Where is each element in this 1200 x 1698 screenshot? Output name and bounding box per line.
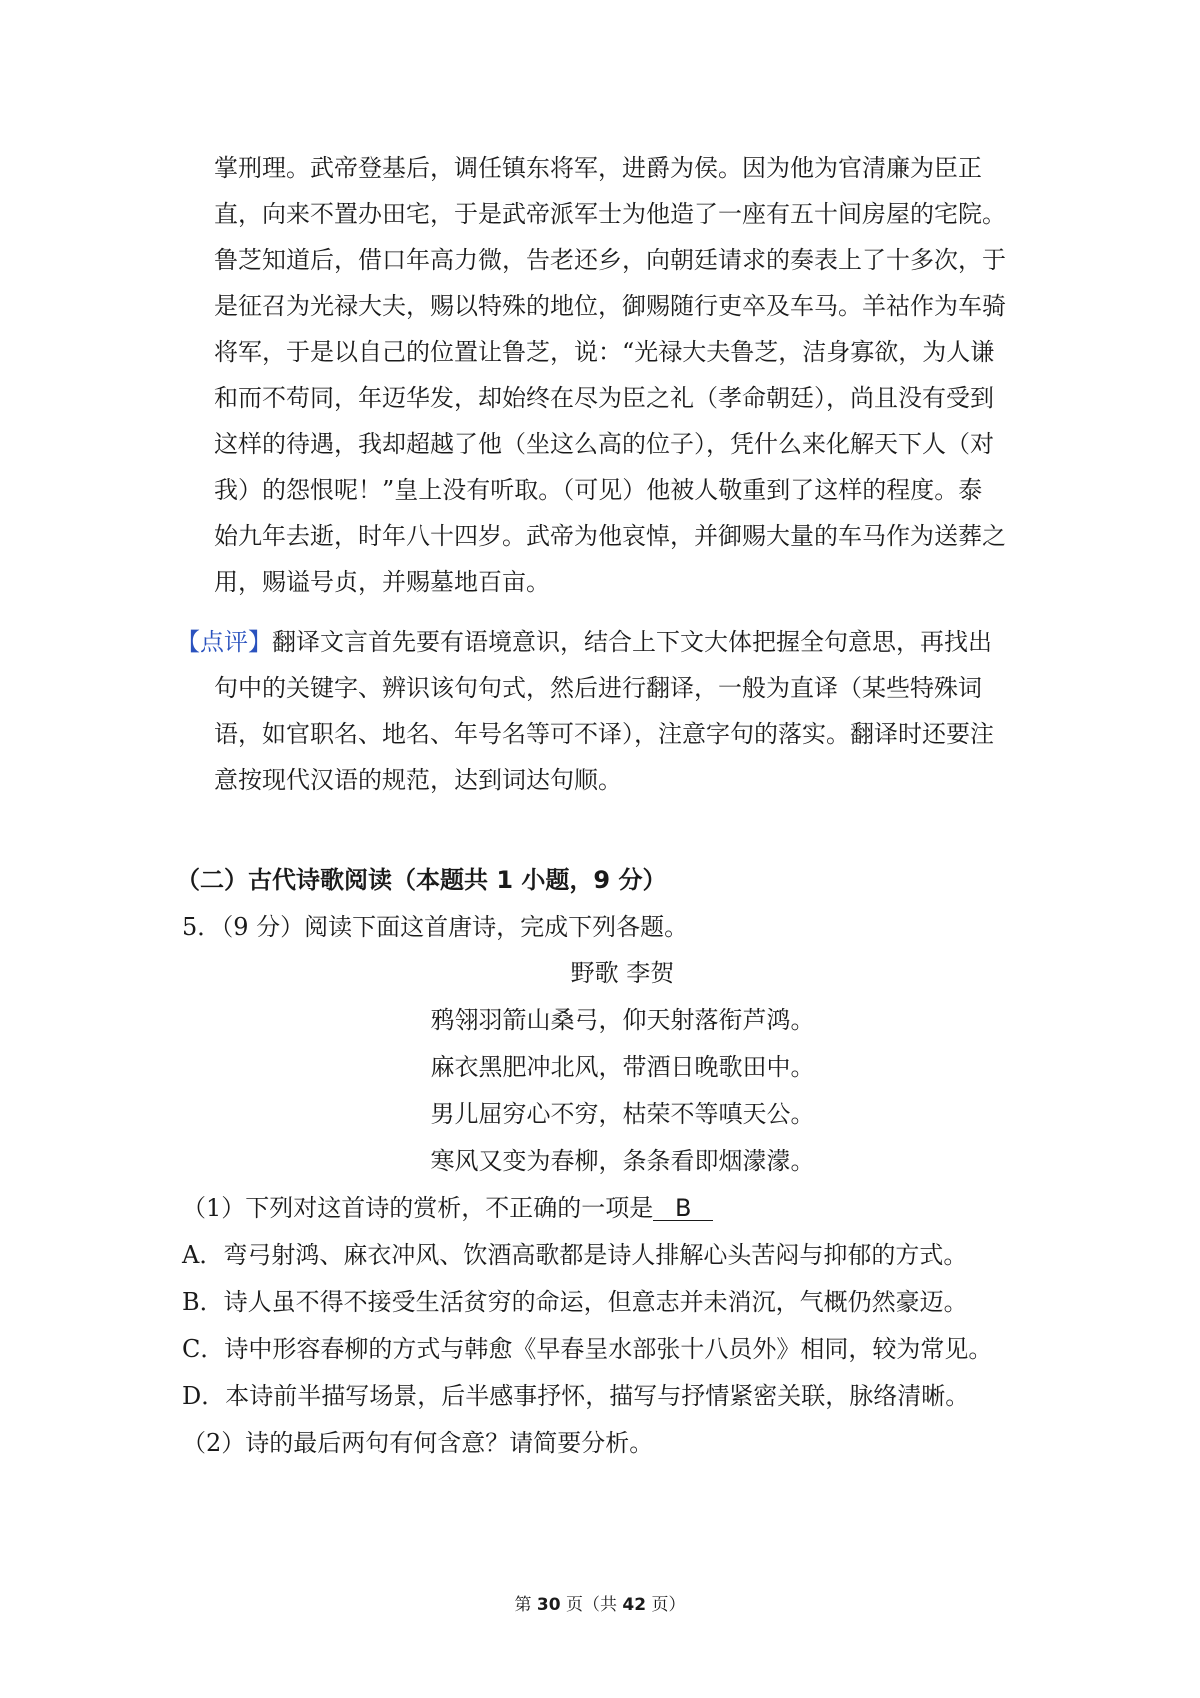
poem-line: 麻衣黑肥冲北风，带酒日晚歌田中。 xyxy=(430,1053,815,1081)
comment-tag: 【点评】 xyxy=(176,628,272,656)
sub-question-1 xyxy=(182,1193,713,1223)
page-total: 42 xyxy=(622,1595,647,1615)
page-footer xyxy=(0,1594,1200,1616)
translation-line: 始九年去逝，时年八十四岁。武帝为他哀悼，并御赐大量的车马作为送葬之 xyxy=(214,522,1006,550)
sub-question-1-text: （1）下列对这首诗的赏析，不正确的一项是 xyxy=(182,1194,654,1222)
option-c: C．诗中形容春柳的方式与韩愈《早春呈水部张十八员外》相同，较为常见。 xyxy=(182,1335,993,1363)
translation-line: 将军，于是以自己的位置让鲁芝，说：“光禄大夫鲁芝，洁身寡欲，为人谦 xyxy=(214,338,995,366)
footer-prefix: 第 xyxy=(514,1595,537,1615)
sub-question-2: （2）诗的最后两句有何含意？请简要分析。 xyxy=(182,1429,654,1457)
comment-line: 意按现代汉语的规范，达到词达句顺。 xyxy=(214,766,622,794)
option-a: A．弯弓射鸿、麻衣冲风、饮酒高歌都是诗人排解心头苦闷与抑郁的方式。 xyxy=(182,1241,968,1269)
poem-title: 野歌 李贺 xyxy=(570,959,675,987)
translation-line: 这样的待遇，我却超越了他（坐这么高的位子），凭什么来化解天下人（对 xyxy=(214,430,994,458)
page-number: 30 xyxy=(536,1595,561,1615)
footer-middle: 页（共 xyxy=(560,1595,623,1615)
translation-line: 直，向来不置办田宅，于是武帝派军士为他造了一座有五十间房屋的宅院。 xyxy=(214,200,1006,228)
comment-line: 语，如官职名、地名、年号名等可不译），注意字句的落实。翻译时还要注 xyxy=(214,720,994,748)
footer-suffix: 页） xyxy=(646,1595,686,1615)
section-heading: （二）古代诗歌阅读（本题共 1 小题，9 分） xyxy=(176,866,667,894)
translation-line: 我）的怨恨呢！”皇上没有听取。（可见）他被人敬重到了这样的程度。泰 xyxy=(214,476,983,504)
poem-line: 寒风又变为春柳，条条看即烟濛濛。 xyxy=(430,1147,815,1175)
answer-blank: B xyxy=(653,1196,713,1221)
question-stem: 5．（9 分）阅读下面这首唐诗，完成下列各题。 xyxy=(182,913,689,941)
poem-line: 男儿屈穷心不穷，枯荣不等嗔天公。 xyxy=(430,1100,815,1128)
option-b: B．诗人虽不得不接受生活贫穷的命运，但意志并未消沉，气概仍然豪迈。 xyxy=(182,1288,968,1316)
translation-line: 鲁芝知道后，借口年高力微，告老还乡，向朝廷请求的奏表上了十多次，于 xyxy=(214,246,1006,274)
comment-first-line xyxy=(176,627,992,657)
option-d: D．本诗前半描写场景，后半感事抒怀，描写与抒情紧密关联，脉络清晰。 xyxy=(182,1382,970,1410)
translation-line: 掌刑理。武帝登基后，调任镇东将军，进爵为侯。因为他为官清廉为臣正 xyxy=(214,154,982,182)
translation-line: 用，赐谥号贞，并赐墓地百亩。 xyxy=(214,568,550,596)
comment-line: 句中的关键字、辨识该句句式，然后进行翻译，一般为直译（某些特殊词 xyxy=(214,674,982,702)
poem-line: 鸦翎羽箭山桑弓，仰天射落衔芦鸿。 xyxy=(430,1006,815,1034)
translation-line: 和而不苟同，年迈华发，却始终在尽为臣之礼（孝命朝廷），尚且没有受到 xyxy=(214,384,994,412)
translation-line: 是征召为光禄大夫，赐以特殊的地位，御赐随行吏卒及车马。羊祜作为车骑 xyxy=(214,292,1006,320)
comment-text: 翻译文言首先要有语境意识，结合上下文大体把握全句意思，再找出 xyxy=(272,628,992,656)
